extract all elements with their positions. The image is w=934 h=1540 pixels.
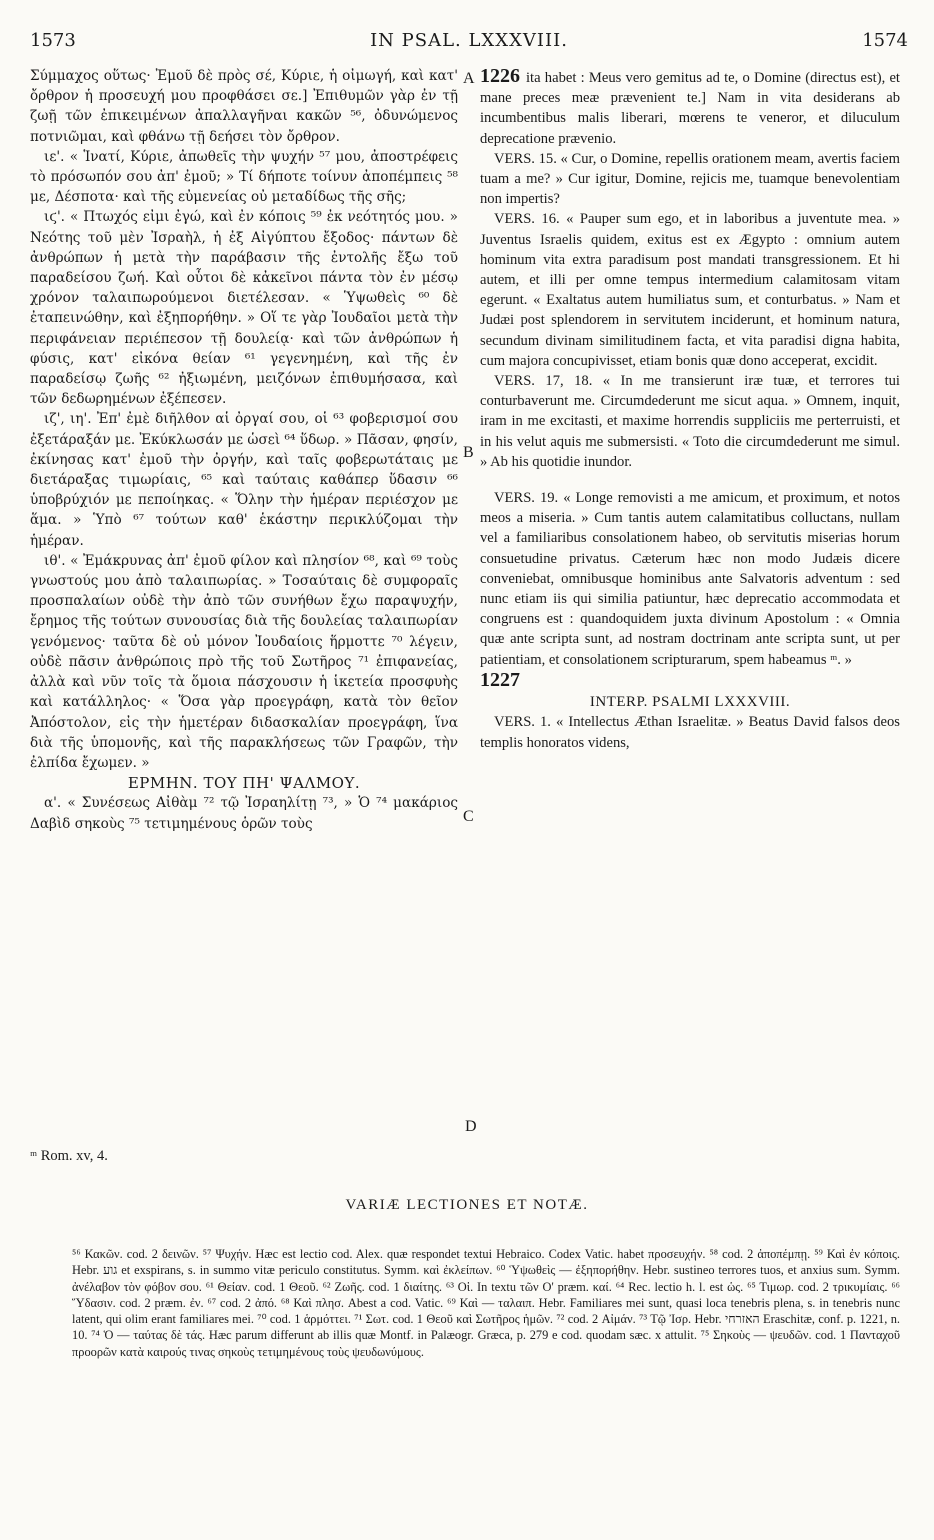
left-page-number: 1573 bbox=[30, 30, 76, 51]
greek-column bbox=[30, 66, 458, 834]
greek-paragraph: Σύμμαχος οὕτως· Ἐμοῦ δὲ πρὸς σέ, Κύριε, ἡ οἰμωγή, καὶ κατ' ὄρθρον ἡ προσευχή μου προφθάσει σε.] Ἐπιθυμῶν γὰρ ἐν τῇ ζωῇ τῶν ἐπικειμένων ἀπαλλαγῆναι κακῶν ⁵⁶, ὀδυνώμενος ποτνιῶμαι, καὶ φθάνω τῇ δεήσει τὸν ὄρθρον. bbox=[30, 68, 458, 145]
column-number: 1226 bbox=[480, 65, 520, 87]
margin-marker-d: D bbox=[465, 1118, 477, 1135]
greek-paragraph: ιθ'. « Ἐμάκρυνας ἀπ' ἐμοῦ φίλον καὶ πλησίον ⁶⁸, καὶ ⁶⁹ τοὺς γνωστούς μου ἀπὸ ταλαιπωρίας. » Τοσαύταις δὲ συμφοραῖς προσπαλαίων οὐδὲ τὴν ἀπὸ τῶν συνήθων ἔχω παραψυχήν, ἔρημος τῆς τούτων συνουσίας διὰ τῆς δουλείας ταλαιπωρίαν γενόμενος· ταῦτα δὲ οὐ μόνον Ἰουδαίοις ἥρμοττε ⁷⁰ λέγειν, οὐδὲ πᾶσιν ἀνθρώποις πρὸ τῆς τοῦ Σωτῆρος ⁷¹ ἐπιφανείας, ἀλλὰ καὶ νῦν τοῖς τὰ ὅμοια πάσχουσιν ἡ ἱκετεία προσφυὴς καὶ κατάλληλος· « Ὅσα γὰρ προεγράφη, κατὰ τὸν θεῖον Ἀπόστολον, εἰς τὴν ἡμετέραν διδασκαλίαν προεγράφη, ἵνα διὰ τῆς ὑπομονῆς, καὶ τῆς παρακλήσεως τῶν Γραφῶν, τὴν ἐλπίδα ἔχωμεν. » bbox=[30, 552, 458, 771]
latin-paragraph: VERS. 19. « Longe removisti a me amicum, et proximum, et notos meos a miseria. » Cum tantis autem calamitatibus colluctans, nullam vel a familiaribus consolationem habeo, ob servitutis miserias horum consuetudine privatus. Cæterum hæc non modo Judæis dicere conveniebat, omnibusque hominibus ante Salvatoris adventum : sed nunc etiam iis qui similia patiuntur, hæc deprecatio accommodata et congruens est : quandoquidem juxta divinum Apostolum : « Omnia quæ ante scripta sunt, ad nostram doctrinam ante scripta sunt, ut per patientiam, et consolationem scripturarum, spem habeamus ᵐ. » bbox=[480, 490, 900, 668]
notes-text: ⁵⁶ Κακῶν. cod. 2 δεινῶν. ⁵⁷ Ψυχήν. Hæc est lectio cod. Alex. quæ respondet textui Hebraico. Codex Vatic. habet προσευχήν. ⁵⁸ cod. 2 ἀποπέμπῃ. ⁵⁹ Καὶ ἐν κόποις. Hebr. גוע et exspirans, s. in summo vitæ periculo constitutus. Symm. καὶ ἐκλείπων. ⁶⁰ Ὑψωθεὶς — ἐξηπορήθην. Hebr. sustineo terrores tuos, et anxius sum. Symm. ἀνέλαβον τὸν φόβον σου. ⁶¹ Θείαν. cod. 1 Θεοῦ. ⁶² Ζωῆς. cod. 1 διαίτης. ⁶³ Οἱ. In textu τῶν Ο' præm. καί. ⁶⁴ Rec. lectio h. l. est ὡς. ⁶⁵ Τιμωρ. cod. 2 τρικυμίαις. ⁶⁶ Ὕδασιν. cod. 2 præm. ἐν. ⁶⁷ cod. 2 ἀπό. ⁶⁸ Καὶ πλησ. Abest a cod. Vatic. ⁶⁹ Καὶ — ταλαιπ. Hebr. Familiares mei sunt, quasi loca tenebris plena, s. in tenebris nunc latent, qui olim erant familiares mei. ⁷⁰ cod. 1 ἁρμόττει. ⁷¹ Σωτ. cod. 1 Θεοῦ καὶ Σωτῆρος ἡμῶν. ⁷² cod. 2 Αἰμάν. ⁷³ Τῷ Ἰσρ. Hebr. האזרחי Eraschitæ, conf. p. 1221, n. 10. ⁷⁴ Ὁ — ταύτας δὲ τάς. Hæc parum differunt ab illis quæ Montf. in Palæogr. Græca, p. 279 e cod. quodam sæc. x attulit. ⁷⁵ Σηκοὺς — ψευδῶν. cod. 1 Πανταχοῦ προορῶν κατὰ καιρούς τινας σηκοὺς τετιμημένους τοὺς ψευδωνύμους. bbox=[72, 1247, 901, 1359]
latin-paragraph bbox=[480, 66, 900, 149]
notes-title: VARIÆ LECTIONES ET NOTÆ. bbox=[345, 1197, 589, 1213]
latin-paragraph: VERS. 16. « Pauper sum ego, et in laboribus a juventute mea. » Juventus Israelis quidem, exitus est ex Ægypto : omnium autem hominum vita extra paradisum post mandati transgressionem. Et hi autem, et illi per omne tempus intermedium calamitosam vitam egerunt. « Exaltatus autem humiliatus sum, et conturbatus. » Nam et Judæi post splendorem in servitutem inciderunt, et hominum natura, secundum divinam similitudinem facta, et vita paradisi digna habita, cum majora concupivisset, etiam bonis quæ dono acceperat, excidit. bbox=[480, 211, 900, 369]
latin-column bbox=[480, 66, 900, 753]
running-header bbox=[30, 30, 908, 56]
footnote: ᵐ Rom. xv, 4. bbox=[30, 1148, 108, 1164]
latin-section-title: INTERP. PSALMI LXXXVIII. bbox=[589, 694, 791, 711]
variant-readings-notes bbox=[72, 1246, 900, 1360]
latin-paragraph: VERS. 15. « Cur, o Domine, repellis orationem meam, avertis faciem tuam a me? » Cur igitur, Domine, rejicis me, tuamque benevolentiam non impertis? bbox=[480, 150, 900, 208]
margin-marker-b: B bbox=[463, 444, 474, 461]
greek-paragraph: ιϛ'. « Πτωχός εἰμι ἐγώ, καὶ ἐν κόποις ⁵⁹ ἐκ νεότητός μου. » Νεότης τοῦ μὲν Ἰσραὴλ, ἡ ἐξ Αἰγύπτου ἔξοδος· πάντων δὲ ἀνθρώπων ἡ μετὰ τὴν παράβασιν τῆς ἐντολῆς ἔξω τοῦ παραδείσου ζωή. Καὶ οὗτοι δὲ κἀκεῖνοι πάντα τὸν ἐν μέσῳ χρόνον ταλαιπωρούμενοι διετέλεσαν. « Ὑψωθεὶς ⁶⁰ δὲ ἐταπεινώθην, καὶ ἐξηπορήθην. » Οἵ τε γὰρ Ἰουδαῖοι μετὰ τὴν περιφάνειαν περιέπεσον τῇ δουλείᾳ· καὶ τῶν ἀνθρώπων ἡ φύσις, κατ' εἰκόνα θείαν ⁶¹ γεγενημένη, καὶ τῆς ἐν παραδείσῳ ζωῆς ⁶² ἠξιωμένη, μειζόνων ἐπιθυμήσασα, καὶ τῶν δεδωρημένων ἐξέπεσεν. bbox=[30, 209, 458, 408]
greek-section-opening: α'. « Συνέσεως Αἰθὰμ ⁷² τῷ Ἰσραηλίτῃ ⁷³, » Ὁ ⁷⁴ μακάριος Δαβὶδ σηκοὺς ⁷⁵ τετιμημένους ὁρῶν τοὺς bbox=[30, 795, 458, 832]
latin-paragraph: VERS. 17, 18. « In me transierunt iræ tuæ, et terrores tui conturbaverunt me. Circumdederunt me sicut aqua. » Omnem, inquit, iram in me excitasti, et maxime horrendis suppliciis me perterruisti, et in his velut aquis me submersisti. « Toto die circumdederunt me simul. » Ab his quotidie inundor. bbox=[480, 373, 900, 470]
greek-paragraph: ιζ', ιη'. Ἐπ' ἐμὲ διῆλθον αἱ ὀργαί σου, οἱ ⁶³ φοβερισμοί σου ἐξετάραξάν με. Ἐκύκλωσάν με ὡσεὶ ⁶⁴ ὕδωρ. » Πᾶσαν, φησίν, ἐκίνησας κατ' ἐμοῦ τὴν ὀργήν, καὶ ταῖς φοβερωτάταις με διετάραξας τιμωρίαις, ⁶⁵ καὶ ταύταις καθάπερ ὕδασιν ⁶⁶ ὑποβρύχιόν με πεποίηκας. « Ὅλην τὴν ἡμέραν περιέσχον με ἅμα. » Ὑπὸ ⁶⁷ τούτων καθ' ἑκάστην περικλύζομαι τὴν ἡμέραν. bbox=[30, 411, 458, 549]
latin-section-opening: VERS. 1. « Intellectus Æthan Israelitæ. » Beatus David falsos deos templis honoratos videns, bbox=[480, 714, 900, 751]
running-title: IN PSAL. LXXXVIII. bbox=[370, 30, 568, 51]
greek-paragraph: ιε'. « Ἱνατί, Κύριε, ἀπωθεῖς τὴν ψυχήν ⁵⁷ μου, ἀποστρέφεις τὸ πρόσωπόν σου ἀπ' ἐμοῦ; » Τί δήποτε τοίνυν ἀποπέμπεις ⁵⁸ με, Δέσποτα· καὶ τῆς εὐμενείας οὐ μεταδίδως τῆς σῆς; bbox=[30, 148, 458, 206]
column-number: 1227 bbox=[480, 668, 520, 691]
column-number-mid-line bbox=[480, 670, 900, 692]
margin-marker-c: C bbox=[463, 808, 474, 825]
right-page-number: 1574 bbox=[862, 30, 908, 51]
margin-marker-a: A bbox=[463, 70, 475, 87]
greek-section-title: ΕΡΜΗΝ. ΤΟΥ ΠΗ' ΨΑΛΜΟΥ. bbox=[127, 774, 361, 793]
latin-paragraph-text: ita habet : Meus vero gemitus ad te, o Domine (directus est), et mane preces meæ prævenient te.] Nam in vita desiderans ab incumbentibus malis liberari, mœrens te veneror, et diluculum deprecatione prævenio. bbox=[480, 70, 900, 147]
